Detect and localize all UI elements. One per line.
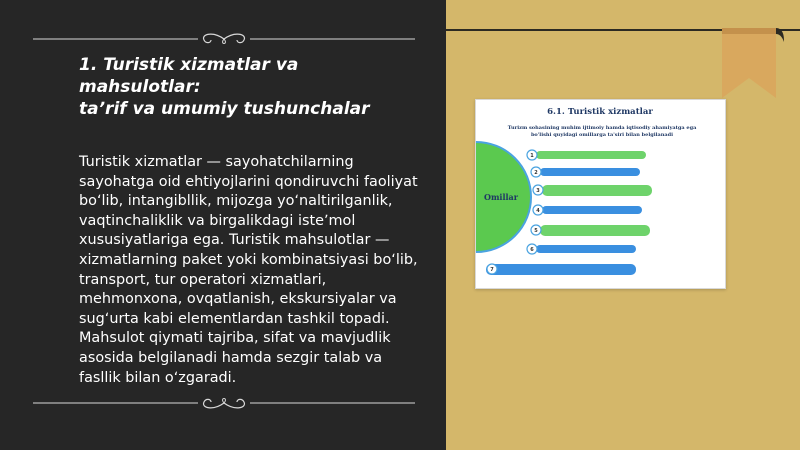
diagram-number-3: 3 bbox=[536, 188, 540, 194]
diagram-number-4: 4 bbox=[536, 208, 540, 214]
ornament-divider-top bbox=[33, 32, 415, 46]
diagram-bar-7 bbox=[486, 264, 636, 275]
slide-title bbox=[79, 54, 419, 120]
diagram-thumbnail bbox=[475, 99, 726, 289]
factors-diagram bbox=[476, 100, 725, 288]
slide-title-line-2: taʼrif va umumiy tushunchalar bbox=[79, 99, 370, 119]
diagram-hub-label: Omillar bbox=[484, 192, 518, 202]
diagram-number-7: 7 bbox=[490, 267, 494, 273]
diagram-subtitle-line-2: bo'lishi quyidagi omillarga ta'siri bilan belgilanadi bbox=[530, 132, 674, 138]
diagram-bar-2 bbox=[540, 168, 640, 176]
diagram-number-5: 5 bbox=[534, 228, 538, 234]
diagram-bar-6 bbox=[536, 245, 636, 253]
bookmark-ribbon-icon bbox=[716, 20, 786, 100]
ornament-divider-bottom bbox=[33, 396, 415, 410]
diagram-number-6: 6 bbox=[530, 247, 534, 253]
slide-title-line-1: 1. Turistik xizmatlar va mahsulotlar: bbox=[79, 55, 299, 97]
diagram-bar-4 bbox=[542, 206, 642, 214]
diagram-number-1: 1 bbox=[530, 153, 534, 159]
slide-body-text: Turistik xizmatlar — sayohatchilarning sayohatga oid ehtiyojlarini qondiruvchi faoliyat boʻlib, intangibllik, mijozga yoʻnaltirilganlik, vaqtinchaliklik va birgalikdagi isteʼmol xususiyatlariga ega. Turistik mahsulotlar — xizmatlarning paket yoki kombinatsiyasi boʻlib, transport, tur operatori xizmatlari, mehmonxona, ovqatlanish, ekskursiyalar va sugʻurta kabi elementlardan tashkil topadi. Mahsulot qiymati tajriba, sifat va mavjudlik asosida belgilanadi hamda sezgir talab va fasllik bilan oʻzgaradi. bbox=[79, 154, 418, 386]
diagram-bar-5 bbox=[540, 225, 650, 236]
diagram-bar-1 bbox=[536, 151, 646, 159]
diagram-title: 6.1. Turistik xizmatlar bbox=[547, 107, 653, 117]
diagram-bar-3 bbox=[542, 185, 652, 196]
diagram-number-2: 2 bbox=[534, 170, 538, 176]
diagram-subtitle-line-1: Turizm sohasining muhim ijtimoiy hamda iqtisodiy ahamiyatga ega bbox=[507, 125, 697, 131]
